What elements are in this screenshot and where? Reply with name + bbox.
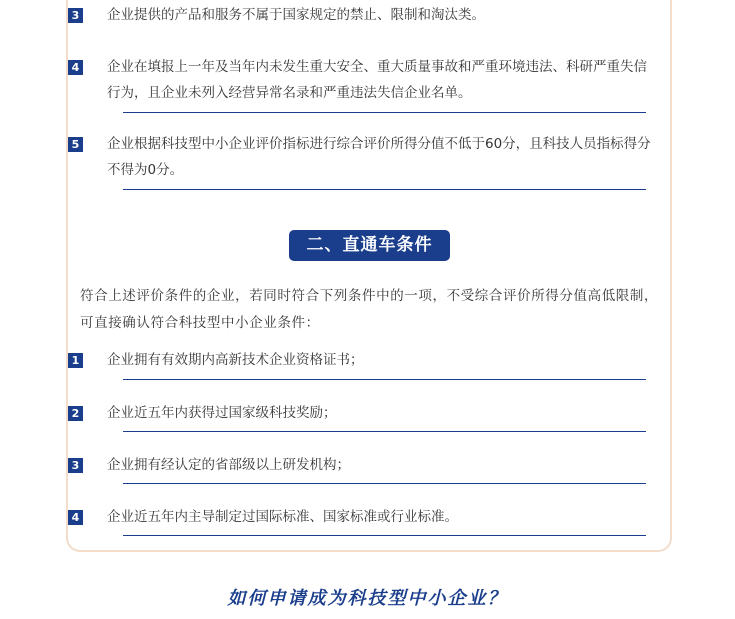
item-number-badge: 5 <box>68 137 83 152</box>
intro-paragraph: 符合上述评价条件的企业，若同时符合下列条件中的一项，不受综合评价所得分值高低限制，可直接确认符合科技型中小企业条件： <box>80 288 659 331</box>
item-text: 企业根据科技型中小企业评价指标进行综合评价所得分值不低于60分，且科技人员指标得分不得为0分。 <box>107 136 651 178</box>
item-number-badge: 3 <box>68 458 83 473</box>
item-text: 企业近五年内获得过国家级科技奖励； <box>107 405 337 421</box>
item-underline <box>123 483 646 484</box>
item-underline <box>123 535 646 536</box>
item-underline <box>123 379 646 380</box>
item-text: 企业提供的产品和服务不属于国家规定的禁止、限制和淘汰类。 <box>107 7 485 23</box>
section-title: 二、直通车条件 <box>289 230 450 261</box>
item-number-badge: 4 <box>68 60 83 75</box>
item-underline <box>123 431 646 432</box>
item-text: 企业拥有有效期内高新技术企业资格证书； <box>107 352 364 368</box>
item-text: 企业拥有经认定的省部级以上研发机构； <box>107 457 350 473</box>
item-text: 企业近五年内主导制定过国际标准、国家标准或行业标准。 <box>107 509 458 525</box>
footer-heading: 如何申请成为科技型中小企业？ <box>227 588 508 609</box>
item-underline <box>123 112 646 113</box>
item-text: 企业在填报上一年及当年内未发生重大安全、重大质量事故和严重环境违法、科研严重失信行为，且企业未列入经营异常名录和严重违法失信企业名单。 <box>107 59 647 101</box>
item-underline <box>123 189 646 190</box>
item-number-badge: 3 <box>68 8 83 23</box>
item-number-badge: 2 <box>68 406 83 421</box>
item-number-badge: 1 <box>68 353 83 368</box>
item-number-badge: 4 <box>68 510 83 525</box>
